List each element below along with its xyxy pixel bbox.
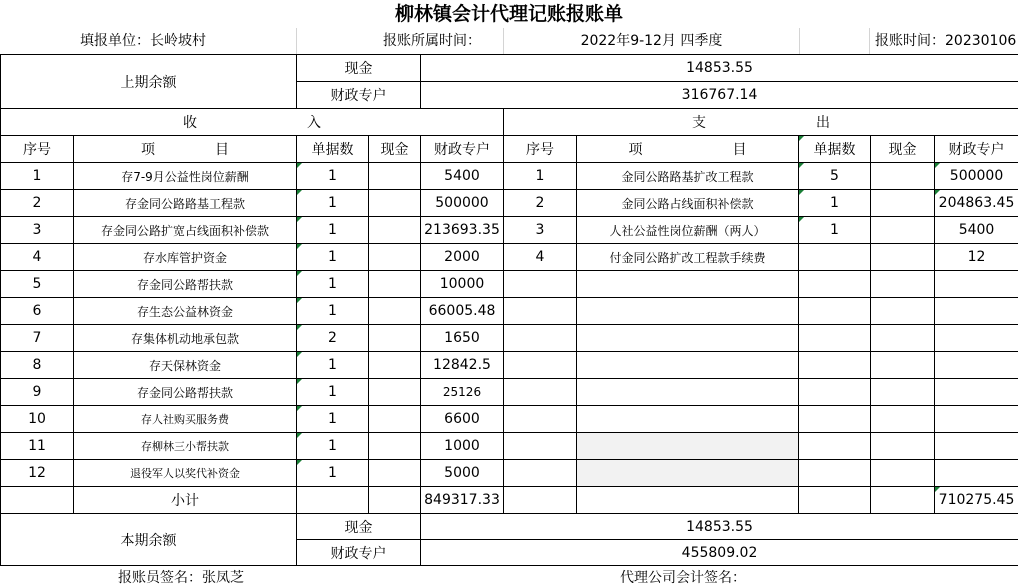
subtotal-income-receipts xyxy=(297,487,369,514)
expense-cash xyxy=(871,271,935,298)
expense-fiscal: 500000 xyxy=(935,163,1018,190)
income-item: 存柳林三小帮扶款 xyxy=(74,433,297,460)
expense-cash xyxy=(871,325,935,352)
table-row xyxy=(1,271,1018,298)
table-row xyxy=(1,433,1018,460)
expense-cash xyxy=(871,190,935,217)
expense-col-receipts: 单据数 xyxy=(799,136,871,163)
income-section-header xyxy=(1,109,504,136)
income-receipts: 1 xyxy=(297,271,369,298)
income-item: 存人社购买服务费 xyxy=(74,406,297,433)
expense-seq xyxy=(504,406,577,433)
subtotal-income-cash xyxy=(369,487,421,514)
expense-cash xyxy=(871,460,935,487)
expense-receipts xyxy=(799,352,871,379)
expense-item xyxy=(577,433,799,460)
income-cash xyxy=(369,190,421,217)
expense-fiscal xyxy=(935,433,1018,460)
income-col-item-right: 目 xyxy=(215,142,229,158)
income-cash xyxy=(369,163,421,190)
expense-item xyxy=(577,379,799,406)
income-cash xyxy=(369,352,421,379)
expense-receipts xyxy=(799,244,871,271)
curr-balance-label: 本期余额 xyxy=(1,514,297,566)
income-receipts: 1 xyxy=(297,244,369,271)
expense-item xyxy=(577,352,799,379)
subtotal-row xyxy=(1,487,1018,514)
income-cash xyxy=(369,433,421,460)
income-item: 存水库管护资金 xyxy=(74,244,297,271)
expense-seq: 4 xyxy=(504,244,577,271)
income-receipts: 2 xyxy=(297,325,369,352)
expense-seq xyxy=(504,352,577,379)
period-value: 2022年9-12月 四季度 xyxy=(503,28,799,54)
expense-fiscal xyxy=(935,298,1018,325)
expense-cash xyxy=(871,163,935,190)
income-fiscal: 5000 xyxy=(421,460,504,487)
table-row xyxy=(1,244,1018,271)
expense-fiscal xyxy=(935,460,1018,487)
expense-cash xyxy=(871,244,935,271)
income-cash xyxy=(369,460,421,487)
expense-cash xyxy=(871,379,935,406)
expense-cash xyxy=(871,406,935,433)
expense-receipts xyxy=(799,271,871,298)
expense-col-fiscal: 财政专户 xyxy=(935,136,1018,163)
prev-fiscal-value: 316767.14 xyxy=(421,82,1018,109)
header-spacer xyxy=(799,28,869,54)
expense-item: 人社公益性岗位薪酬（两人） xyxy=(577,217,799,244)
expense-item xyxy=(577,298,799,325)
curr-cash-label: 现金 xyxy=(297,514,421,540)
expense-receipts xyxy=(799,379,871,406)
income-fiscal: 66005.48 xyxy=(421,298,504,325)
expense-item xyxy=(577,460,799,487)
expense-col-item-left: 项 xyxy=(628,142,643,158)
income-receipts: 1 xyxy=(297,190,369,217)
expense-seq xyxy=(504,298,577,325)
document-title: 柳林镇会计代理记账报账单 xyxy=(394,3,623,25)
expense-item xyxy=(577,271,799,298)
expense-item xyxy=(577,406,799,433)
income-item: 存金同公路帮扶款 xyxy=(74,379,297,406)
income-cash xyxy=(369,298,421,325)
expense-receipts xyxy=(799,298,871,325)
curr-fiscal-value: 455809.02 xyxy=(421,540,1018,566)
income-fiscal: 500000 xyxy=(421,190,504,217)
table-row xyxy=(1,460,1018,487)
income-col-item xyxy=(74,136,297,163)
income-fiscal: 5400 xyxy=(421,163,504,190)
income-fiscal: 2000 xyxy=(421,244,504,271)
expense-section-header xyxy=(504,109,1018,136)
expense-fiscal: 5400 xyxy=(935,217,1018,244)
expense-col-item xyxy=(577,136,799,163)
expense-receipts: 1 xyxy=(799,217,871,244)
prev-cash-label: 现金 xyxy=(297,55,421,82)
expense-cash xyxy=(871,433,935,460)
income-item: 退役军人以奖代补资金 xyxy=(74,460,297,487)
income-seq: 4 xyxy=(1,244,74,271)
expense-seq: 2 xyxy=(504,190,577,217)
income-header-right: 入 xyxy=(307,115,321,131)
clerk-signature: 报账员签名：张凤芝 xyxy=(118,570,244,586)
income-item: 存金同公路帮扶款 xyxy=(74,271,297,298)
prev-balance-label: 上期余额 xyxy=(1,55,297,109)
income-fiscal: 1000 xyxy=(421,433,504,460)
income-item: 存天保林资金 xyxy=(74,352,297,379)
expense-item xyxy=(577,325,799,352)
expense-item: 金同公路占线面积补偿款 xyxy=(577,190,799,217)
subtotal-expense-item xyxy=(577,487,799,514)
income-item: 存集体机动地承包款 xyxy=(74,325,297,352)
income-header-left: 收 xyxy=(183,115,197,131)
income-col-receipts: 单据数 xyxy=(297,136,369,163)
subtotal-expense-cash xyxy=(871,487,935,514)
unit-label: 填报单位：长岭坡村 xyxy=(80,33,206,49)
expense-seq: 3 xyxy=(504,217,577,244)
income-fiscal: 25126 xyxy=(421,379,504,406)
expense-cash xyxy=(871,217,935,244)
expense-receipts: 1 xyxy=(799,190,871,217)
income-col-seq: 序号 xyxy=(1,136,74,163)
income-item: 存生态公益林资金 xyxy=(74,298,297,325)
agent-signature: 代理公司会计签名： xyxy=(620,570,746,586)
curr-fiscal-label: 财政专户 xyxy=(297,540,421,566)
income-seq: 5 xyxy=(1,271,74,298)
table-row xyxy=(1,352,1018,379)
expense-col-cash: 现金 xyxy=(871,136,935,163)
income-receipts: 1 xyxy=(297,298,369,325)
subtotal-income-fiscal: 849317.33 xyxy=(421,487,504,514)
income-col-item-left: 项 xyxy=(141,142,155,158)
subtotal-label: 小计 xyxy=(74,487,297,514)
income-cash xyxy=(369,217,421,244)
report-date: 报账时间：20230106 xyxy=(869,28,1018,54)
expense-receipts xyxy=(799,325,871,352)
table-row xyxy=(1,406,1018,433)
subtotal-blank xyxy=(1,487,74,514)
expense-receipts: 5 xyxy=(799,163,871,190)
table-row xyxy=(1,217,1018,244)
income-receipts: 1 xyxy=(297,379,369,406)
expense-seq xyxy=(504,325,577,352)
ledger-table xyxy=(0,54,1018,566)
expense-receipts xyxy=(799,460,871,487)
income-seq: 10 xyxy=(1,406,74,433)
expense-item: 金同公路路基扩改工程款 xyxy=(577,163,799,190)
income-seq: 6 xyxy=(1,298,74,325)
subtotal-expense-receipts xyxy=(799,487,871,514)
income-fiscal: 6600 xyxy=(421,406,504,433)
income-cash xyxy=(369,244,421,271)
subtotal-expense-fiscal: 710275.45 xyxy=(935,487,1018,514)
expense-seq xyxy=(504,433,577,460)
table-row xyxy=(1,298,1018,325)
expense-fiscal xyxy=(935,325,1018,352)
expense-receipts xyxy=(799,433,871,460)
income-receipts: 1 xyxy=(297,217,369,244)
curr-cash-value: 14853.55 xyxy=(421,514,1018,540)
table-row xyxy=(1,379,1018,406)
income-seq: 11 xyxy=(1,433,74,460)
income-cash xyxy=(369,406,421,433)
expense-item: 付金同公路扩改工程款手续费 xyxy=(577,244,799,271)
income-receipts: 1 xyxy=(297,163,369,190)
expense-header-right: 出 xyxy=(816,115,831,131)
income-seq: 12 xyxy=(1,460,74,487)
income-receipts: 1 xyxy=(297,433,369,460)
expense-receipts xyxy=(799,406,871,433)
income-receipts: 1 xyxy=(297,460,369,487)
expense-fiscal xyxy=(935,352,1018,379)
income-seq: 9 xyxy=(1,379,74,406)
subtotal-expense-seq xyxy=(504,487,577,514)
income-fiscal: 1650 xyxy=(421,325,504,352)
expense-fiscal: 204863.45 xyxy=(935,190,1018,217)
income-col-cash: 现金 xyxy=(369,136,421,163)
income-seq: 2 xyxy=(1,190,74,217)
income-item: 存7-9月公益性岗位薪酬 xyxy=(74,163,297,190)
income-receipts: 1 xyxy=(297,406,369,433)
expense-fiscal: 12 xyxy=(935,244,1018,271)
expense-fiscal xyxy=(935,406,1018,433)
income-fiscal: 12842.5 xyxy=(421,352,504,379)
table-row xyxy=(1,163,1018,190)
prev-cash-value: 14853.55 xyxy=(421,55,1018,82)
expense-cash xyxy=(871,298,935,325)
income-seq: 7 xyxy=(1,325,74,352)
expense-col-item-right: 目 xyxy=(732,142,747,158)
expense-seq: 1 xyxy=(504,163,577,190)
expense-cash xyxy=(871,352,935,379)
prev-fiscal-label: 财政专户 xyxy=(297,82,421,109)
income-cash xyxy=(369,271,421,298)
expense-header-left: 支 xyxy=(692,115,707,131)
income-fiscal: 10000 xyxy=(421,271,504,298)
expense-fiscal xyxy=(935,379,1018,406)
income-fiscal: 213693.35 xyxy=(421,217,504,244)
income-cash xyxy=(369,379,421,406)
expense-fiscal xyxy=(935,271,1018,298)
income-seq: 8 xyxy=(1,352,74,379)
income-seq: 1 xyxy=(1,163,74,190)
expense-col-seq: 序号 xyxy=(504,136,577,163)
expense-seq xyxy=(504,460,577,487)
income-col-fiscal: 财政专户 xyxy=(421,136,504,163)
income-item: 存金同公路扩宽占线面积补偿款 xyxy=(74,217,297,244)
table-row xyxy=(1,325,1018,352)
income-item: 存金同公路路基工程款 xyxy=(74,190,297,217)
income-seq: 3 xyxy=(1,217,74,244)
period-label: 报账所属时间： xyxy=(383,33,481,49)
table-row xyxy=(1,190,1018,217)
expense-seq xyxy=(504,271,577,298)
expense-seq xyxy=(504,379,577,406)
income-cash xyxy=(369,325,421,352)
income-receipts: 1 xyxy=(297,352,369,379)
